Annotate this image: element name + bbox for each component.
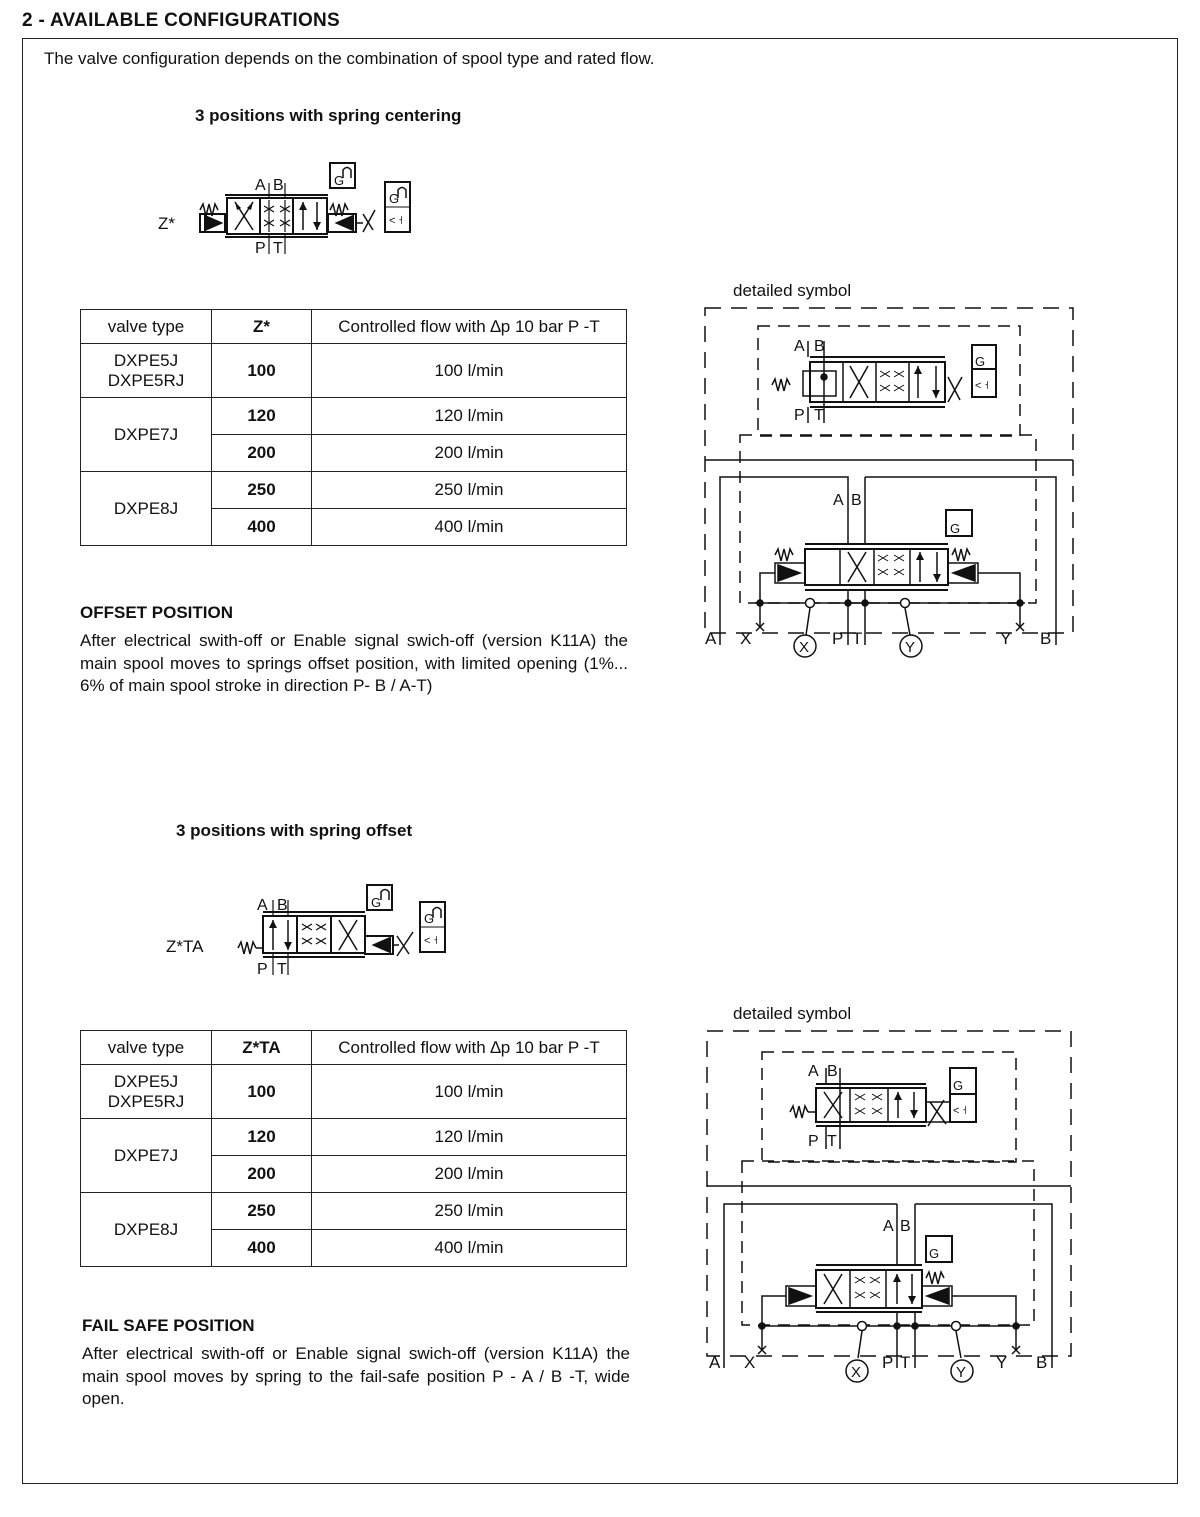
config1-detailed-symbol: [700, 305, 1080, 665]
table-cell-flow: 120 l/min: [312, 398, 627, 435]
svg-text:G: G: [950, 521, 961, 536]
svg-text:< ˧: < ˧: [953, 1105, 967, 1117]
svg-text:B: B: [827, 1063, 838, 1080]
config1-flow-table: [80, 309, 627, 546]
table-header: valve type: [81, 1031, 212, 1065]
table-cell-flow: 100 l/min: [312, 344, 627, 398]
svg-text:G: G: [953, 1078, 964, 1093]
svg-text:T: T: [273, 240, 283, 257]
svg-text:B: B: [900, 1218, 911, 1235]
table-cell-flow: 250 l/min: [312, 1193, 627, 1230]
svg-text:X: X: [744, 1353, 756, 1372]
table-header: Controlled flow with ∆p 10 bar P -T: [312, 310, 627, 344]
svg-text:G: G: [929, 1246, 940, 1261]
svg-text:A: A: [794, 338, 805, 355]
intro-text: The valve configuration depends on the combination of spool type and rated flow.: [44, 49, 655, 68]
svg-text:B: B: [1040, 629, 1052, 648]
svg-text:Y: Y: [956, 1364, 967, 1381]
config2-title: 3 positions with spring offset: [176, 821, 413, 840]
table-cell-flow: 200 l/min: [312, 435, 627, 472]
svg-text:< ˧: < ˧: [424, 935, 438, 947]
table-cell-code: 100: [212, 344, 312, 398]
table-cell-type: DXPE5J DXPE5RJ: [81, 1065, 212, 1119]
svg-text:G: G: [424, 911, 435, 926]
svg-text:B: B: [851, 492, 862, 509]
table-cell-type: DXPE7J: [81, 1119, 212, 1193]
svg-text:P: P: [255, 240, 266, 257]
spring-icon: [238, 942, 256, 954]
svg-text:B: B: [273, 177, 284, 194]
svg-text:G: G: [334, 173, 345, 188]
table-cell-code: 400: [212, 1230, 312, 1267]
config2-note-title: FAIL SAFE POSITION: [82, 1316, 255, 1335]
table-cell-code: 100: [212, 1065, 312, 1119]
section-heading: 2 - AVAILABLE CONFIGURATIONS: [22, 10, 341, 31]
table-cell-flow: 250 l/min: [312, 472, 627, 509]
config2-detailed-label: detailed symbol: [733, 1004, 852, 1023]
config2-flow-table: [80, 1030, 627, 1267]
table-cell-flow: 400 l/min: [312, 1230, 627, 1267]
svg-text:B: B: [1036, 1353, 1048, 1372]
svg-text:T: T: [814, 407, 824, 424]
svg-text:Y: Y: [996, 1353, 1008, 1372]
svg-text:P: P: [257, 961, 268, 978]
table-cell-code: 200: [212, 435, 312, 472]
config1-note-text: After electrical swith-off or Enable signal swich-off (version K11A) the main spool moves to springs offset position, with limited opening (1%... 6% of main spool stroke in direction P- B / A-T): [80, 631, 628, 695]
table-cell-type: DXPE7J: [81, 398, 212, 472]
table-cell-type: DXPE8J: [81, 472, 212, 546]
svg-text:A: A: [808, 1063, 819, 1080]
svg-text:Y: Y: [1000, 629, 1012, 648]
svg-text:P: P: [882, 1353, 894, 1372]
table-cell-code: 200: [212, 1156, 312, 1193]
config2-note-text: After electrical swith-off or Enable signal swich-off (version K11A) the main spool moves by spring to the fail-safe position P - A / B -T, wide open.: [82, 1344, 630, 1408]
svg-text:T: T: [827, 1133, 837, 1150]
table-cell-flow: 200 l/min: [312, 1156, 627, 1193]
config2-detailed-symbol: [700, 1028, 1080, 1388]
svg-text:B: B: [814, 338, 825, 355]
svg-text:A: A: [709, 1353, 721, 1372]
table-cell-code: 400: [212, 509, 312, 546]
table-header: valve type: [81, 310, 212, 344]
svg-text:P: P: [808, 1133, 819, 1150]
svg-text:T: T: [900, 1353, 911, 1372]
svg-text:X: X: [851, 1364, 862, 1381]
config1-title: 3 positions with spring centering: [195, 106, 462, 125]
table-cell-flow: 120 l/min: [312, 1119, 627, 1156]
svg-text:G: G: [975, 354, 986, 369]
table-cell-type: DXPE8J: [81, 1193, 212, 1267]
svg-text:A: A: [705, 629, 717, 648]
table-cell-code: 250: [212, 1193, 312, 1230]
svg-text:A: A: [257, 897, 268, 914]
table-cell-flow: 400 l/min: [312, 509, 627, 546]
svg-text:< ˧: < ˧: [975, 380, 989, 392]
svg-text:G: G: [371, 895, 382, 910]
config1-note-title: OFFSET POSITION: [80, 603, 234, 622]
config1-code-label: Z*: [158, 214, 175, 233]
svg-text:T: T: [277, 961, 287, 978]
svg-text:X: X: [799, 639, 810, 656]
svg-text:< ˧: < ˧: [389, 215, 403, 227]
svg-text:G: G: [389, 191, 400, 206]
table-cell-type: DXPE5J DXPE5RJ: [81, 344, 212, 398]
table-cell-code: 120: [212, 398, 312, 435]
solenoid-icon: [205, 216, 221, 230]
table-header: Z*TA: [212, 1031, 312, 1065]
svg-text:P: P: [832, 629, 844, 648]
svg-text:A: A: [255, 177, 266, 194]
table-header: Controlled flow with ∆p 10 bar P -T: [312, 1031, 627, 1065]
svg-text:A: A: [883, 1218, 894, 1235]
table-header: Z*: [212, 310, 312, 344]
table-cell-code: 250: [212, 472, 312, 509]
svg-text:T: T: [852, 629, 863, 648]
svg-text:Y: Y: [905, 639, 916, 656]
svg-text:B: B: [277, 897, 288, 914]
config1-detailed-label: detailed symbol: [733, 281, 852, 300]
table-cell-code: 120: [212, 1119, 312, 1156]
config1-simple-symbol: [195, 158, 425, 258]
table-cell-flow: 100 l/min: [312, 1065, 627, 1119]
svg-text:P: P: [794, 407, 805, 424]
svg-text:A: A: [833, 492, 844, 509]
config2-code-label: Z*TA: [166, 937, 204, 956]
config2-simple-symbol: [235, 880, 455, 980]
svg-text:X: X: [740, 629, 752, 648]
